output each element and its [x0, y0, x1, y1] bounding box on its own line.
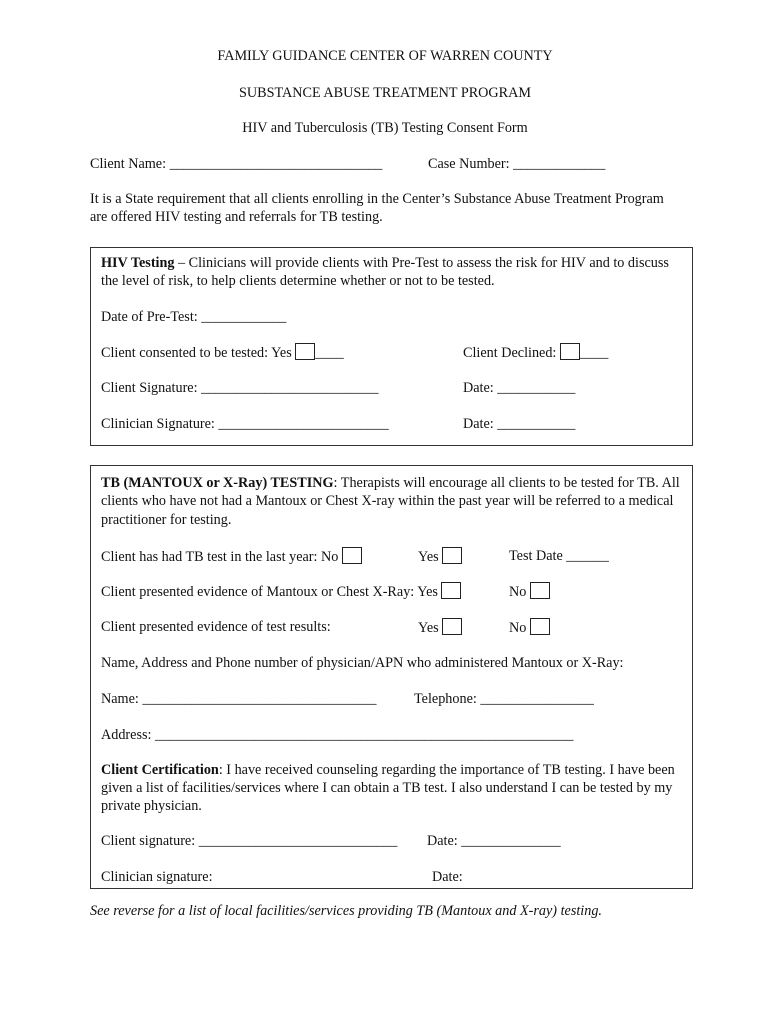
tb-heading: TB (MANTOUX or X-Ray) TESTING	[101, 475, 334, 491]
hiv-date-field-2[interactable]: Date: ___________	[463, 416, 576, 432]
tb-clinician-signature-field[interactable]: Clinician signature:	[101, 869, 213, 885]
results-yes-row	[418, 618, 462, 637]
footer-note-text: See reverse for a list of local facilities/services providing TB (Mantoux and X-ray) testing.	[90, 903, 602, 919]
physician-address-field[interactable]: Address: ___________________________________________________________	[101, 727, 574, 743]
certification-text: : I have received counseling regarding the importance of TB testing. I have been given a list of facilities/services where I can obtain a TB test. I also understand I can be tested by my private physician.	[101, 762, 675, 814]
had-test-label: Client has had TB test in the last year: No	[101, 549, 339, 565]
test-date-field[interactable]: Test Date ______	[509, 548, 609, 564]
had-test-row	[101, 547, 362, 566]
case-number-field[interactable]: Case Number: _____________	[428, 156, 606, 172]
pretest-date-field[interactable]: Date of Pre-Test: ____________	[101, 309, 287, 325]
tb-date-field-2[interactable]: Date:	[432, 869, 463, 885]
client-name-field[interactable]: Client Name: ______________________________	[90, 156, 383, 172]
evidence-no-row	[509, 582, 550, 601]
had-test-yes-row	[418, 547, 462, 566]
consented-yes-checkbox[interactable]	[295, 343, 315, 360]
tb-client-signature-field[interactable]: Client signature: ____________________________	[101, 833, 398, 849]
program-title: SUBSTANCE ABUSE TREATMENT PROGRAM	[239, 85, 531, 101]
results-no-label: No	[509, 620, 527, 636]
organization-title: FAMILY GUIDANCE CENTER OF WARREN COUNTY	[217, 48, 553, 64]
evidence-no-label: No	[509, 584, 527, 600]
results-yes-label: Yes	[418, 620, 439, 636]
results-yes-checkbox[interactable]	[442, 618, 462, 635]
evidence-label: Client presented evidence of Mantoux or Chest X-Ray: Yes	[101, 584, 438, 600]
evidence-yes-checkbox[interactable]	[441, 582, 461, 599]
certification-heading: Client Certification	[101, 762, 219, 778]
tb-date-field-1[interactable]: Date: ______________	[427, 833, 561, 849]
hiv-date-field-1[interactable]: Date: ___________	[463, 380, 576, 396]
tb-intro	[101, 474, 683, 529]
intro-paragraph: It is a State requirement that all clients enrolling in the Center’s Substance Abuse Treatment Program are offered HIV testing and referrals for TB testing.	[90, 191, 664, 225]
physician-label: Name, Address and Phone number of physician/APN who administered Mantoux or X-Ray:	[101, 655, 624, 671]
physician-name-field[interactable]: Name: _________________________________	[101, 691, 377, 707]
client-certification	[101, 761, 683, 815]
consented-label: Client consented to be tested: Yes	[101, 345, 292, 361]
results-no-checkbox[interactable]	[530, 618, 550, 635]
consented-row	[101, 343, 344, 362]
footer-note	[90, 902, 602, 920]
declined-checkbox[interactable]	[560, 343, 580, 360]
evidence-no-checkbox[interactable]	[530, 582, 550, 599]
form-title: HIV and Tuberculosis (TB) Testing Consent Form	[242, 120, 528, 136]
tb-text: : Therapists will encourage all clients to be tested for TB. All clients who have not had a Mantoux or Chest X-ray within the past year will be referred to a medical practitioner for testing.	[101, 475, 680, 528]
hiv-client-signature-field[interactable]: Client Signature: _________________________	[101, 380, 379, 396]
physician-telephone-field[interactable]: Telephone: ________________	[414, 691, 594, 707]
hiv-text: – Clinicians will provide clients with Pre-Test to assess the risk for HIV and to discuss the level of risk, to help clients determine whether or not to be tested.	[101, 255, 669, 289]
had-test-no-checkbox[interactable]	[342, 547, 362, 564]
hiv-heading: HIV Testing	[101, 255, 175, 271]
had-test-yes-checkbox[interactable]	[442, 547, 462, 564]
declined-line: ____	[579, 345, 609, 361]
results-no-row	[509, 618, 550, 637]
consented-line: ____	[315, 345, 344, 361]
had-test-yes-label: Yes	[418, 549, 439, 565]
hiv-intro	[101, 255, 681, 290]
declined-label: Client Declined:	[463, 345, 557, 361]
declined-row	[463, 343, 608, 362]
evidence-row	[101, 582, 461, 601]
results-label: Client presented evidence of test results:	[101, 619, 331, 635]
hiv-clinician-signature-field[interactable]: Clinician Signature: ________________________	[101, 416, 389, 432]
